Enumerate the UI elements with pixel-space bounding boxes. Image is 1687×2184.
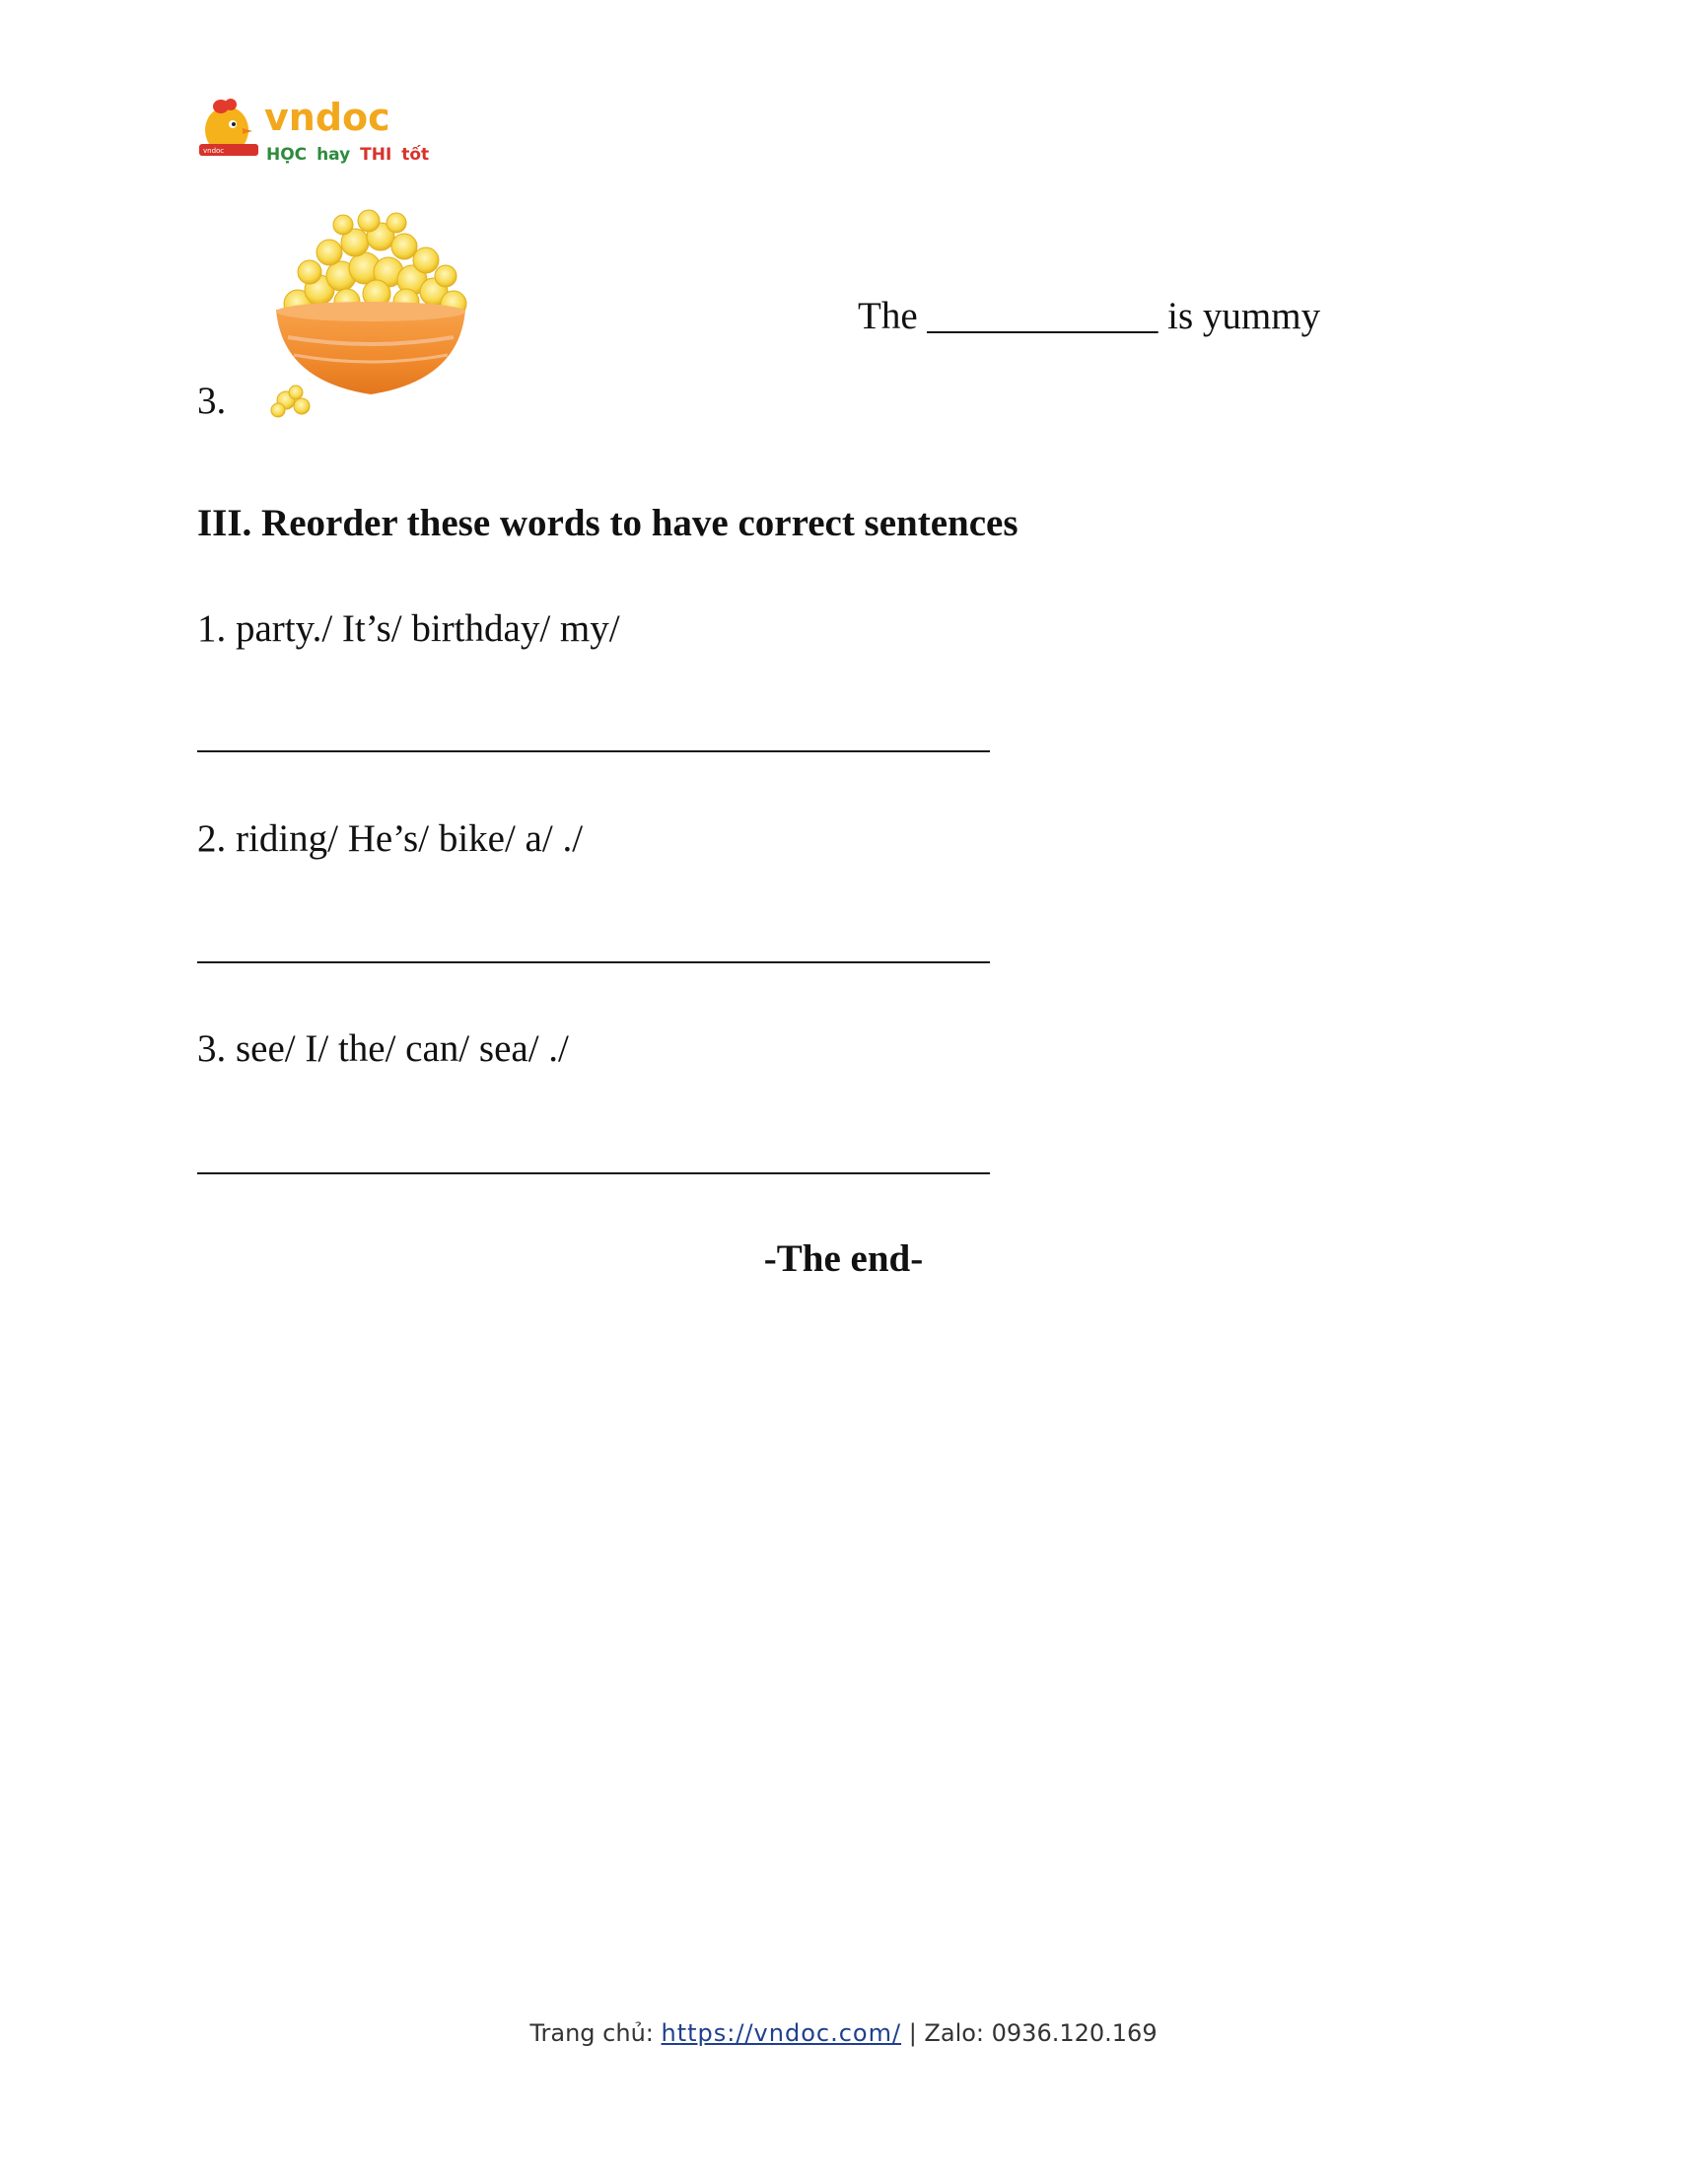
homepage-link[interactable]: https://vndoc.com/ <box>661 2019 902 2047</box>
logo-brand: vndoc <box>264 96 390 139</box>
answer-line-1[interactable] <box>197 750 990 752</box>
section-heading: III. Reorder these words to have correct sentences <box>197 502 1019 544</box>
fill-in-sentence: The ____________ is yummy <box>858 295 1321 337</box>
the-end-text: -The end- <box>763 1237 924 1280</box>
popcorn-bowl-icon <box>258 207 483 420</box>
answer-line-3[interactable] <box>197 1172 990 1174</box>
footer-label: Trang chủ: <box>529 2019 654 2047</box>
logo-ribbon-text: vndoc <box>203 147 225 155</box>
footer-contact: Zalo: 0936.120.169 <box>924 2019 1158 2047</box>
footer-separator: | <box>908 2019 917 2047</box>
answer-line-2[interactable] <box>197 961 990 963</box>
page-footer <box>0 2017 1687 2049</box>
reorder-item-3: 3. see/ I/ the/ can/ sea/ ./ <box>197 1027 569 1070</box>
logo-graphic <box>197 95 430 166</box>
question-number: 3. <box>197 380 227 422</box>
reorder-item-2: 2. riding/ He’s/ bike/ a/ ./ <box>197 817 584 860</box>
reorder-item-1: 1. party./ It’s/ birthday/ my/ <box>197 607 620 650</box>
vndoc-logo <box>197 95 430 166</box>
logo-tagline: HỌC hay THI tốt <box>266 145 430 165</box>
